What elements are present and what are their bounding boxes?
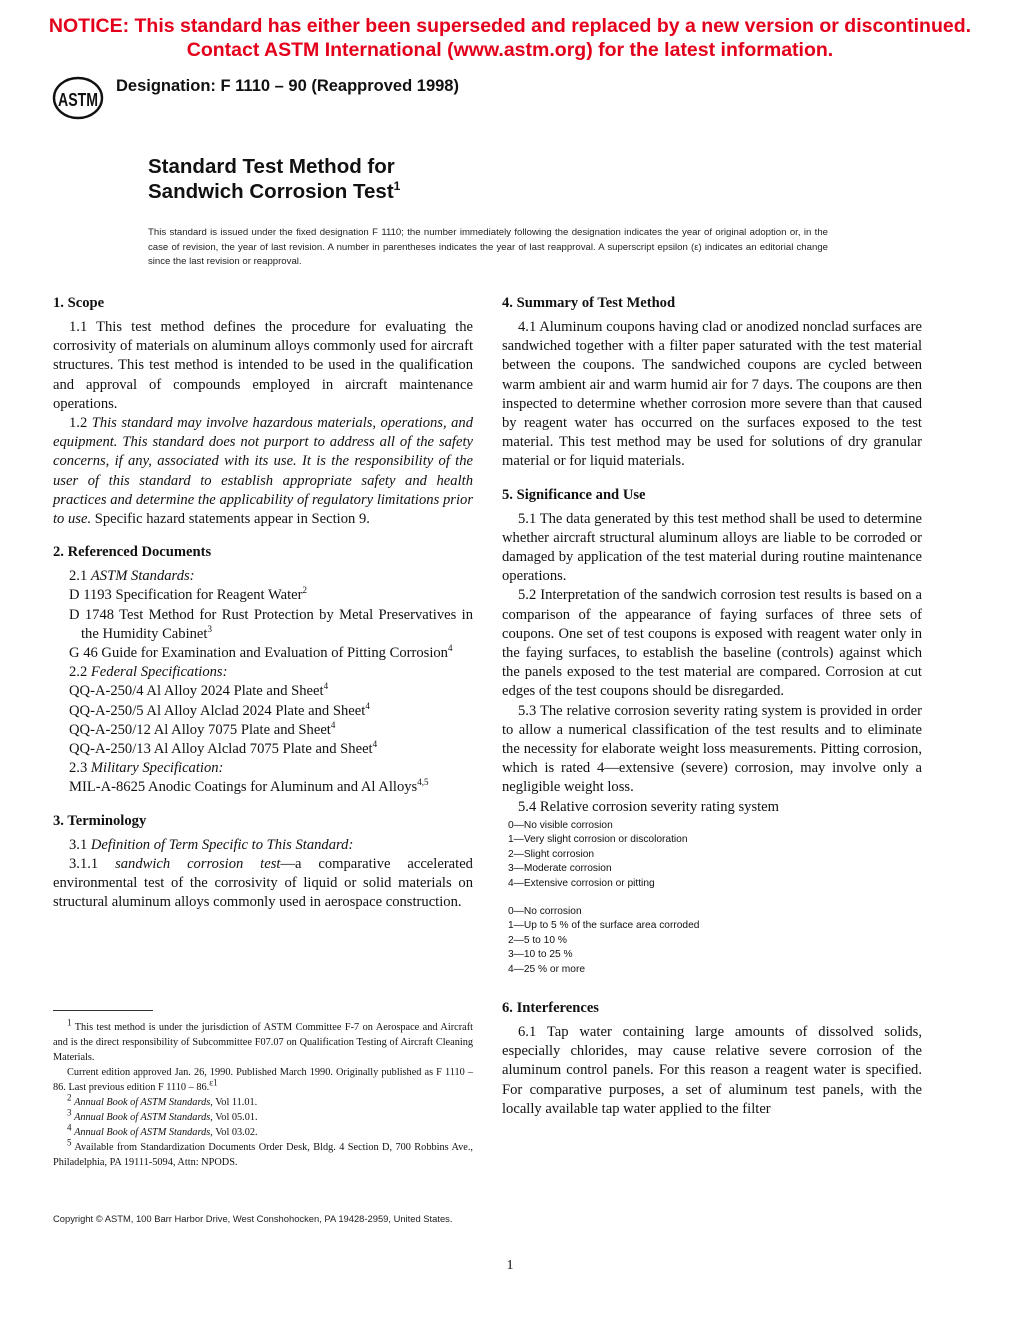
right-column	[502, 294, 922, 1133]
rating-item: 0—No corrosion	[508, 905, 582, 917]
rating-scale-1	[502, 819, 922, 891]
astm-logo-text: ASTM	[58, 90, 98, 110]
footnote: $^3$ Annual Book of ASTM Standards, Vol 05.01.	[67, 1107, 258, 1123]
rating-item: 4—25 % or more	[508, 963, 586, 975]
paragraph: 3.1 Definition of Term Specific to This Standard:	[69, 836, 354, 853]
reference-item: G 46 Guide for Examination and Evaluation of Pitting Corrosion$^4$	[69, 643, 453, 662]
designation: Designation: F 1110 – 90 (Reapproved 1998)	[116, 77, 459, 95]
astm-logo	[52, 76, 104, 120]
paragraph: 5.3 The relative corrosion severity rating system is provided in order to allow a numerical classification of the test results and to eliminate the necessity for elaborate weight loss measurements. Pitting corrosion, which is rated 4—extensive (severe) corrosion, may involve only a negligible weight loss.	[502, 702, 922, 796]
notice-line-2: Contact ASTM International (www.astm.org) for the latest information.	[186, 39, 834, 61]
section-summary	[502, 294, 922, 472]
section-referenced-documents	[53, 543, 473, 797]
subheading: 2.2 Federal Specifications:	[69, 664, 228, 681]
section-significance	[502, 486, 922, 977]
paragraph: 5.2 Interpretation of the sandwich corrosion test results is based on a comparison of the appearance of faying surfaces of three sets of coupons. One set of test coupons is exposed with reagent water only in the faying surfaces, to establish the baseline (controls) against which the panels exposed to the test material are compared. Corrosion at cut edges of the test coupons should be disregarded.	[502, 587, 922, 700]
rating-item: 2—5 to 10 %	[508, 934, 567, 946]
reference-item: MIL-A-8625 Anodic Coatings for Aluminum and Al Alloys$^{4,5}$	[69, 777, 429, 796]
reference-item: QQ-A-250/12 Al Alloy 7075 Plate and Sheet$^4$	[69, 720, 336, 738]
section-scope	[53, 294, 473, 529]
section-heading: 4. Summary of Test Method	[502, 295, 676, 311]
footnote: $^1$ This test method is under the jurisdiction of ASTM Committee F-7 on Aerospace and Aircraft and is the direct responsibility of Subcommittee F07.07 on Qualification Testing of Aircraft Cleaning Materials.	[53, 1017, 473, 1063]
title-footnote-ref: 1	[393, 179, 401, 194]
title-line-2: Sandwich Corrosion Test	[148, 180, 394, 203]
paragraph: 6.1 Tap water containing large amounts of dissolved solids, especially chlorides, may cause relative severe corrosion of the aluminum control panels. For this reason a reagent water is specified. For comparative purposes, a set of aluminum test panels, with the locally available tap water applied to the filter	[502, 1023, 922, 1117]
rating-item: 2—Slight corrosion	[508, 848, 595, 860]
page-number: 1	[506, 1258, 514, 1273]
rating-item: 0—No visible corrosion	[508, 819, 613, 831]
rating-item: 1—Very slight corrosion or discoloration	[508, 834, 688, 846]
reference-item: D 1748 Test Method for Rust Protection by Metal Preservatives in the Humidity Cabinet$^3$	[69, 606, 473, 642]
rating-item: 1—Up to 5 % of the surface area corroded	[508, 920, 700, 932]
section-heading: 1. Scope	[53, 295, 105, 311]
issuance-note: This standard is issued under the fixed designation F 1110; the number immediately following the designation indicates the year of original adoption or, in the case of revision, the year of last revision. A number in parentheses indicates the year of last reapproval. A superscript epsilon (ε) indicates an editorial change since the last revision or reapproval.	[148, 227, 828, 267]
safety-statement: This standard may involve hazardous materials, operations, and equipment. This standard does not purport to address all of the safety concerns, if any, associated with its use. It is the responsibility of the user of this standard to establish appropriate safety and health practices and determine the applicability of regulatory limitations prior to use.	[53, 415, 473, 528]
section-terminology	[53, 812, 473, 913]
paragraph: 1.1 This test method defines the procedure for evaluating the corrosivity of materials on aluminum alloys commonly used for aircraft structures. This test method is intended to be used in the qualification and approval of compounds employed in aircraft maintenance operations.	[53, 319, 473, 412]
rating-item: 4—Extensive corrosion or pitting	[508, 877, 655, 889]
notice-banner	[0, 14, 1020, 62]
title-line-1: Standard Test Method for	[148, 155, 395, 178]
paragraph: 1.2 This standard may involve hazardous materials, operations, and equipment. This standard does not purport to address all of the safety concerns, if any, associated with its use. It is the responsibility of the user of this standard to establish appropriate safety and health practices and determine the applicability of regulatory limitations prior to use. Specific hazard statements appear in Section 9.	[53, 415, 473, 528]
reference-item: D 1193 Specification for Reagent Water$^2$	[69, 585, 307, 604]
section-heading: 6. Interferences	[502, 999, 599, 1016]
paragraph: 4.1 Aluminum coupons having clad or anodized nonclad surfaces are sandwiched together with a filter paper saturated with the test material between the coupons. The sandwiched coupons are cycled between warm ambient air and warm humid air for 7 days. The coupons are then inspected to determine whether corrosion more severe than that caused by reagent water has occurred on the surfaces exposed to the test material. This test method may be used for solutions of dry granular material or for liquid materials.	[502, 319, 922, 470]
document-title	[148, 154, 400, 204]
paragraph: 5.4 Relative corrosion severity rating system	[518, 798, 780, 815]
subheading: 2.3 Military Specification:	[69, 760, 224, 777]
subheading: 2.1 ASTM Standards:	[69, 568, 195, 585]
reference-item: QQ-A-250/13 Al Alloy Alclad 7075 Plate and Sheet$^4$	[69, 739, 378, 758]
rating-item: 3—10 to 25 %	[508, 949, 573, 961]
reference-item: QQ-A-250/4 Al Alloy 2024 Plate and Sheet$^4$	[69, 681, 329, 700]
copyright: Copyright © ASTM, 100 Barr Harbor Drive, West Conshohocken, PA 19428-2959, United States.	[53, 1213, 453, 1224]
reference-item: QQ-A-250/5 Al Alloy Alclad 2024 Plate and Sheet$^4$	[69, 700, 370, 719]
footnote: $^5$ Available from Standardization Documents Order Desk, Bldg. 4 Section D, 700 Robbins Ave., Philadelphia, PA 19111-5094, Attn: NPODS.	[53, 1137, 473, 1168]
section-interferences	[502, 999, 922, 1119]
notice-line-1: NOTICE: This standard has either been superseded and replaced by a new version or discontinued.	[48, 15, 972, 37]
footnote: Current edition approved Jan. 26, 1990. Published March 1990. Originally published as F 1110 – 86. Last previous edition F 1110 – 86.$^{\varepsilon 1}$	[53, 1067, 473, 1093]
footnote-divider	[53, 1010, 153, 1011]
section-heading: 2. Referenced Documents	[53, 544, 212, 561]
footnote: $^4$ Annual Book of ASTM Standards, Vol 03.02.	[67, 1122, 258, 1138]
section-heading: 3. Terminology	[53, 812, 147, 829]
footnotes	[53, 1017, 473, 1170]
left-column	[53, 294, 473, 926]
paragraph: 3.1.1 sandwich corrosion test—a comparative accelerated environmental test of the corrosivity of liquid or solid materials on structural aluminum alloys commonly used in aerospace construction.	[53, 855, 473, 911]
rating-scale-2	[502, 905, 922, 977]
footnote: $^2$ Annual Book of ASTM Standards, Vol 11.01.	[67, 1092, 258, 1108]
rating-item: 3—Moderate corrosion	[508, 863, 612, 875]
paragraph: 5.1 The data generated by this test method shall be used to determine whether aircraft structural aluminum alloys are liable to be corroded or damaged by application of the test material during routine maintenance operations.	[502, 510, 922, 585]
section-heading: 5. Significance and Use	[502, 486, 646, 503]
